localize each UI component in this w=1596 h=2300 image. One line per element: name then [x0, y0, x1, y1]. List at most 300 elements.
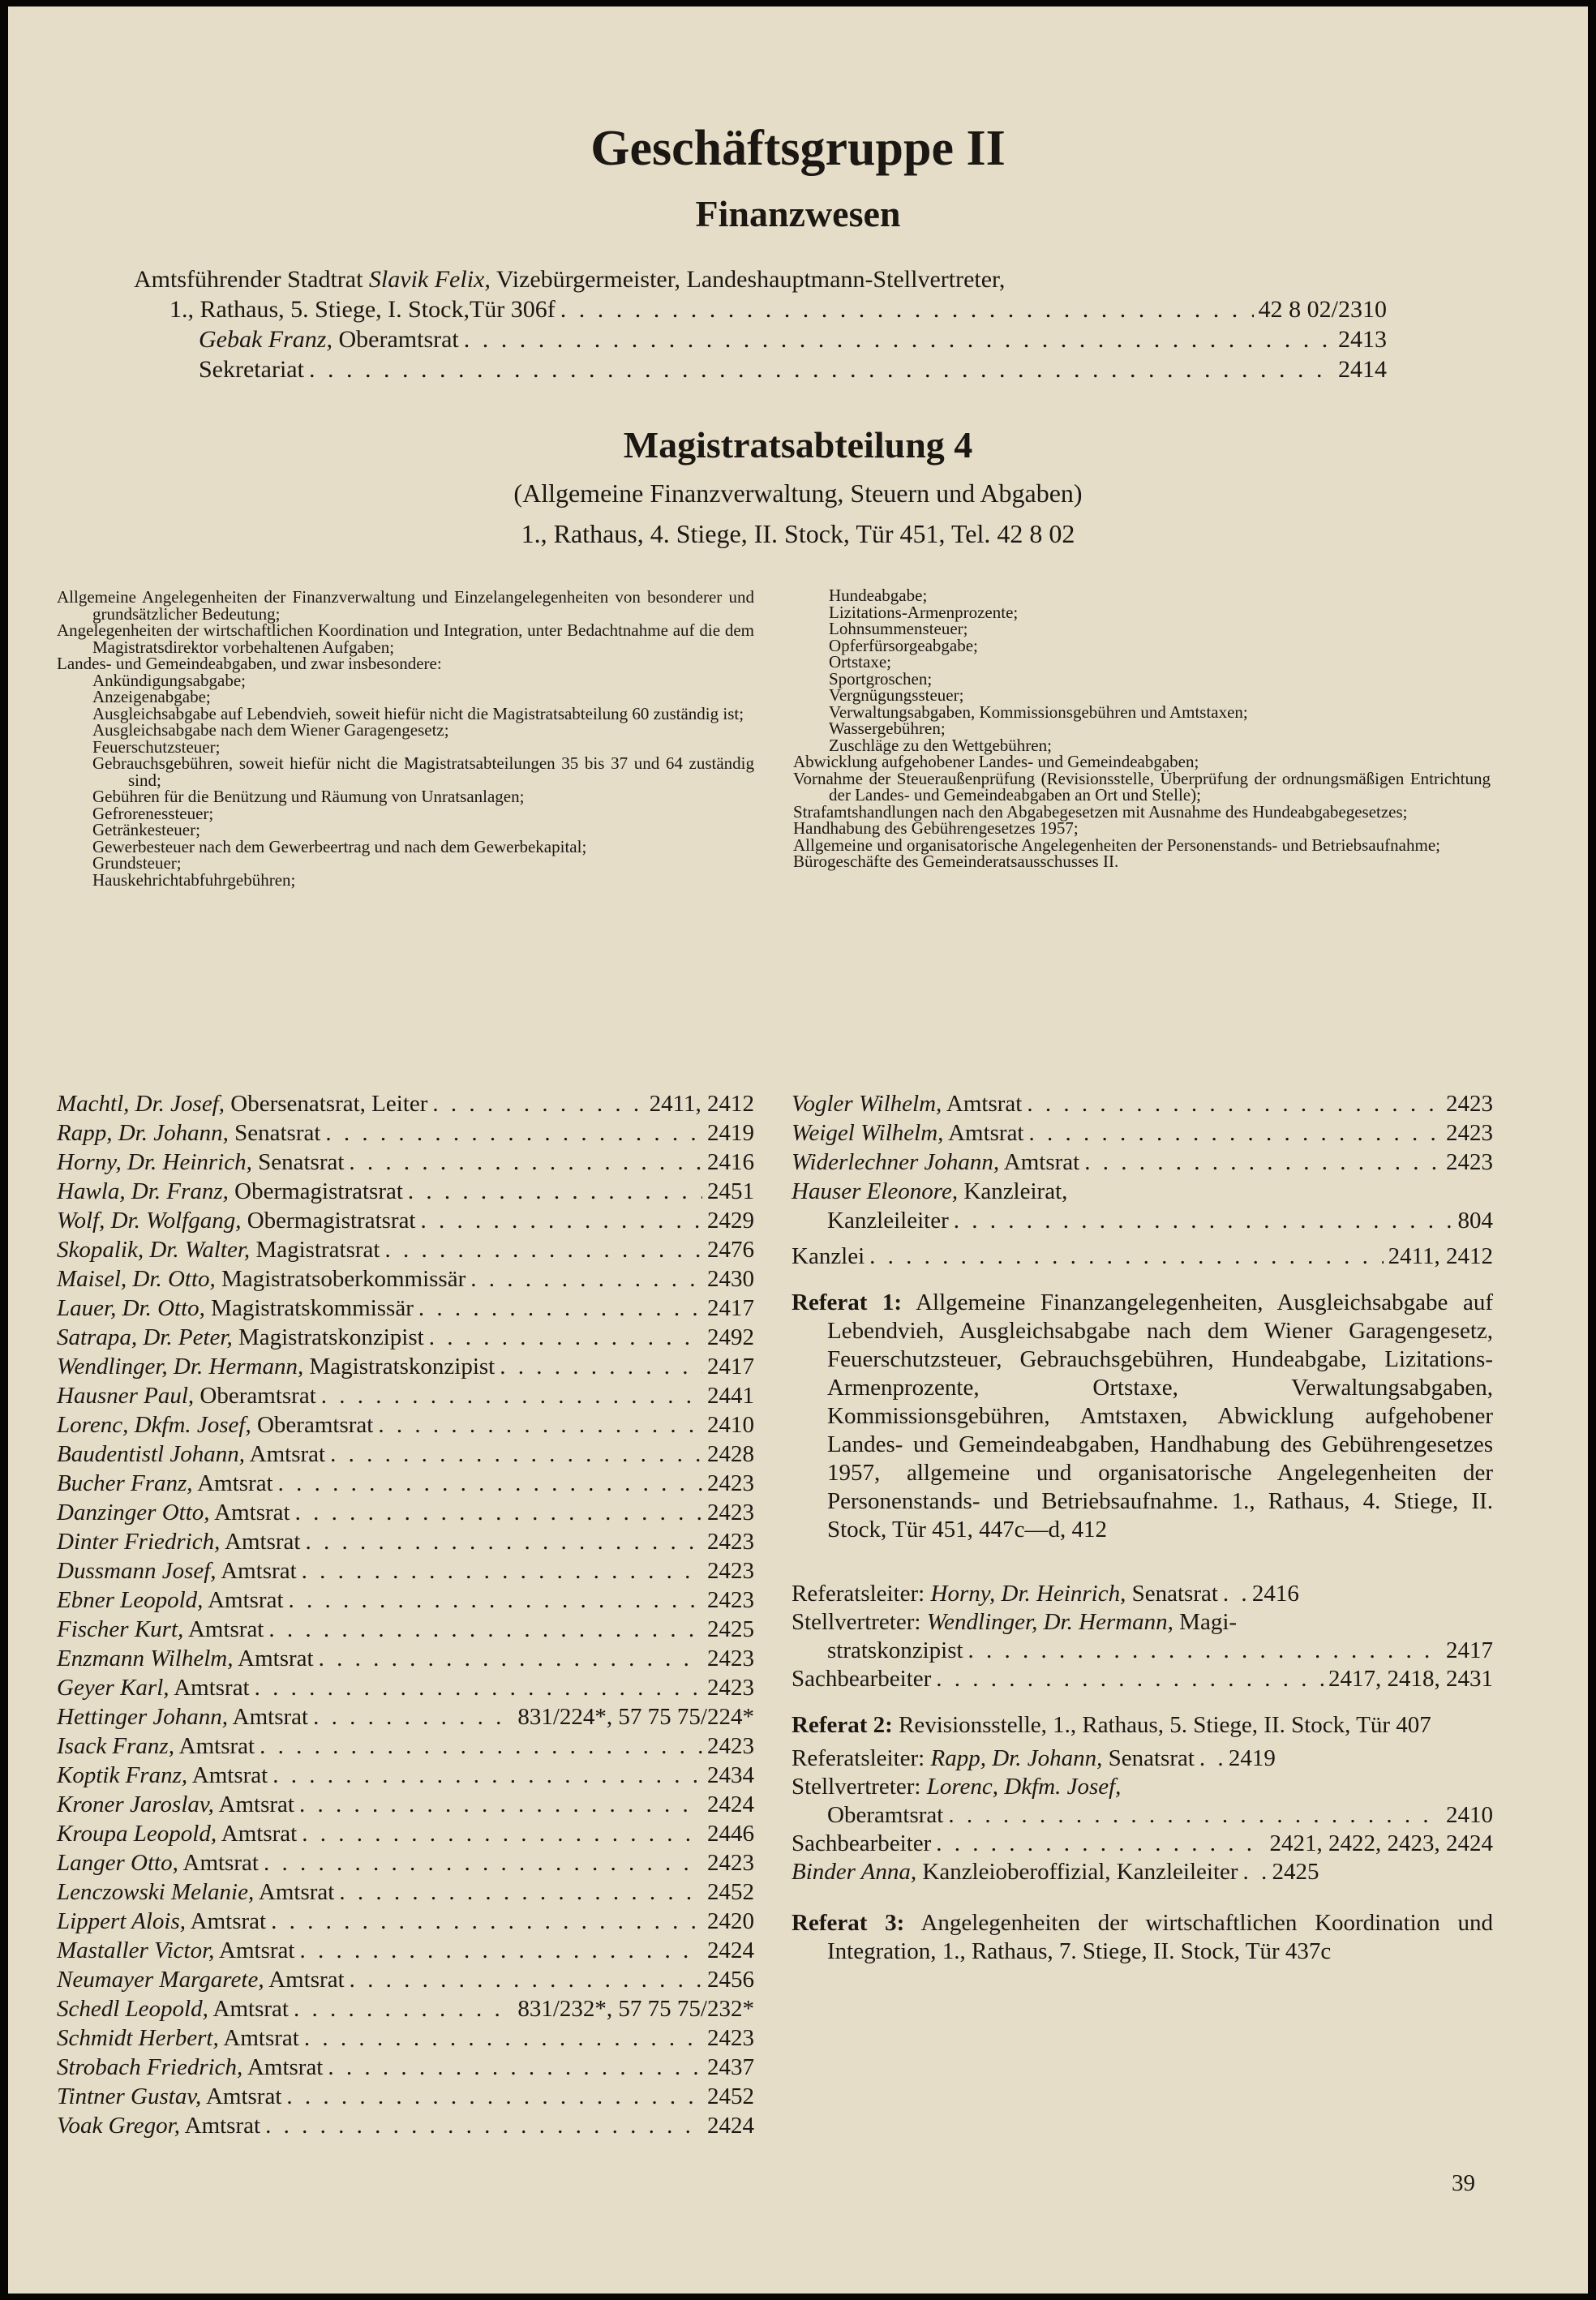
leader-dots [289, 1586, 702, 1615]
duty-item: Feuerschutzsteuer; [92, 736, 221, 757]
duty-item: Handhabung des Gebührengesetzes 1957; [793, 818, 1079, 838]
sb-label: Sachbearbeiter [792, 1666, 932, 1692]
staff-row [57, 1819, 754, 1848]
staff-name: Vogler Wilhelm, [792, 1091, 942, 1117]
staff-name: Enzmann Wilhelm, [57, 1646, 234, 1671]
staff-name: Tintner Gustav, [57, 2083, 202, 2109]
referat-3-label: Referat 3: [792, 1910, 905, 1936]
staff-phone: 2430 [707, 1266, 754, 1292]
staff-role: Amtsrat [258, 1879, 335, 1905]
leader-dots [350, 1965, 702, 1994]
staff-role: Magistratsrat [255, 1237, 380, 1263]
staff-row [57, 1994, 754, 2023]
staff-name: Satrapa, Dr. Peter, [57, 1324, 233, 1350]
staff-name: Lippert Alois, [57, 1908, 186, 1934]
staff-name: Hausner Paul, [57, 1383, 195, 1409]
staff-row [57, 1177, 754, 1206]
staff-row [57, 1644, 754, 1673]
staff-name: Kroupa Leopold, [57, 1821, 217, 1847]
leader-dots [305, 1527, 702, 1556]
staff-row [57, 1440, 754, 1469]
leader-dots [328, 2053, 702, 2082]
stv-number: 2417 [1446, 1637, 1493, 1663]
leader-dots [408, 1177, 702, 1206]
staff-name: Wolf, Dr. Wolfgang, [57, 1208, 242, 1234]
leader-dots [339, 1877, 702, 1907]
leader-dots [304, 2023, 702, 2053]
stv-label: Stellvertreter: [792, 1609, 921, 1635]
staff-role: Amtsrat [191, 1762, 268, 1788]
kanzlei-row [792, 1242, 1493, 1271]
staff-row [57, 1381, 754, 1410]
leader-dots [936, 1665, 1324, 1693]
leader-dots [264, 1848, 702, 1877]
duty-item: Bürogeschäfte des Gemeinderatsausschusses II. [793, 852, 1119, 871]
staff-phone: 2434 [707, 1762, 754, 1788]
leader-dots [265, 2111, 702, 2140]
duty-item: Vergnügungssteuer; [829, 685, 964, 705]
hauser-entry [792, 1177, 1493, 1235]
leiter-role: Senatsrat [1108, 1745, 1195, 1771]
staff-role: Amtsrat [205, 2083, 282, 2109]
binder-number: 2425 [1272, 1859, 1319, 1885]
referat-3 [792, 1909, 1493, 1966]
staff-role: Amtsrat [946, 1091, 1023, 1117]
sb-number: 2417, 2418, 2431 [1328, 1666, 1493, 1692]
staff-phone: 2425 [707, 1616, 754, 1642]
staff-row [792, 1089, 1493, 1118]
leader-dots [869, 1242, 1383, 1271]
duty-item: Gebühren für die Benützung und Räumung von Unratsanlagen; [92, 787, 525, 806]
staff-phone: 2423 [707, 1558, 754, 1584]
staff-role: Amtsrat [221, 1821, 298, 1847]
duty-item: Ausgleichsabgabe auf Lebendvieh, soweit hiefür nicht die Magistratsabteilung 60 zuständig ist; [92, 703, 744, 723]
secretariat-row [134, 354, 1387, 384]
staff-phone: 2441 [707, 1383, 754, 1409]
binder-role: Kanzleioberoffizial, Kanzleileiter [922, 1859, 1238, 1885]
duty-item: Vornahme der Steueraußenprüfung (Revisionsstelle, Überprüfung der ordnungsmäßigen Entrichtung der Landes- und Gemeindeabgaben an Ort und Stelle); [793, 768, 1491, 805]
leader-dots [272, 1761, 702, 1790]
stv-name: Wendlinger, Dr. Hermann, [926, 1609, 1173, 1635]
leiter-name: Rapp, Dr. Johann, [930, 1745, 1103, 1771]
leiter-number: 2416 [1251, 1581, 1299, 1607]
staff-phone: 2446 [707, 1821, 754, 1847]
staff-name: Skopalik, Dr. Walter, [57, 1237, 251, 1263]
staff-row [57, 1790, 754, 1819]
leader-dots [299, 1936, 702, 1965]
staff-row [57, 1615, 754, 1644]
leader-dots [268, 1615, 702, 1644]
duty-item: Angelegenheiten der wirtschaftlichen Koordination und Integration, unter Bedachtnahme auf die dem Magistratsdirektor vorbehaltenen Aufgaben; [57, 620, 754, 657]
staff-role: Amtsrat [1003, 1149, 1080, 1175]
staff-name: Hawla, Dr. Franz, [57, 1178, 229, 1204]
duty-item: Ankündigungsabgabe; [92, 670, 246, 690]
duty-item: Ausgleichsabgabe nach dem Wiener Garagengesetz; [92, 720, 449, 740]
sb-number: 2421, 2422, 2423, 2424 [1269, 1830, 1493, 1856]
leader-dots [1223, 1580, 1247, 1608]
staff-role: Amtsrat [268, 1967, 345, 1993]
leader-dots [255, 1673, 702, 1702]
leader-dots [330, 1440, 702, 1469]
leader-dots [429, 1323, 702, 1352]
staff-row [57, 1089, 754, 1118]
staff-role: Amtsrat [184, 2113, 261, 2139]
leader-dots [260, 1731, 702, 1761]
staff-row [57, 1148, 754, 1177]
staff-name: Horny, Dr. Heinrich, [57, 1149, 252, 1175]
leader-dots [349, 1148, 702, 1177]
staff-name: Machtl, Dr. Josef, [57, 1091, 225, 1117]
department-subtitle: (Allgemeine Finanzverwaltung, Steuern und Abgaben) [513, 478, 1083, 508]
staff-row [57, 1731, 754, 1761]
staff-row [57, 1586, 754, 1615]
address-text: 1., Rathaus, 5. Stiege, I. Stock,Tür 306f [169, 296, 556, 323]
leader-dots [1084, 1148, 1441, 1177]
staff-list-right [792, 1089, 1493, 1177]
leader-dots [500, 1352, 702, 1381]
staff-name: Schmidt Herbert, [57, 2025, 219, 2051]
referat-3-text: Angelegenheiten der wirtschaftlichen Koordination und Integration, 1., Rathaus, 7. Stiege, II. Stock, Tür 437c [827, 1910, 1493, 1964]
leader-dots [278, 1469, 702, 1498]
staff-phone: 2492 [707, 1324, 754, 1350]
leader-dots [968, 1637, 1441, 1665]
staff-phone: 2456 [707, 1967, 754, 1993]
staff-row [792, 1118, 1493, 1148]
leader-dots [936, 1830, 1264, 1858]
staff-name: Kroner Jaroslav, [57, 1792, 214, 1817]
leader-dots [294, 1994, 513, 2023]
leader-dots [319, 1644, 702, 1673]
staff-phone: 2423 [707, 2025, 754, 2051]
staff-row [57, 1702, 754, 1731]
staff-name: Danzinger Otto, [57, 1500, 210, 1525]
stv-role: Magi- [1179, 1609, 1238, 1635]
staff-row [57, 1294, 754, 1323]
staff-name: Dussmann Josef, [57, 1558, 217, 1584]
leader-dots [378, 1410, 702, 1440]
stv-role-line2: stratskonzipist [827, 1637, 963, 1663]
staff-phone: 2424 [707, 1792, 754, 1817]
staff-phone: 2423 [707, 1733, 754, 1759]
leader-dots [295, 1498, 702, 1527]
staff-row [57, 1907, 754, 1936]
leader-dots [325, 1118, 702, 1148]
staff-phone: 2420 [707, 1908, 754, 1934]
duty-item: Allgemeine Angelegenheiten der Finanzverwaltung und Einzelangelegenheiten von besonderer und grundsätzlicher Bedeutung; [57, 587, 754, 624]
leader-dots [1243, 1858, 1268, 1886]
staff-row [57, 1673, 754, 1702]
staff-row [57, 1235, 754, 1264]
page-title: Geschäftsgruppe II [590, 121, 1006, 176]
staff-role: Obersenatsrat, Leiter [230, 1091, 428, 1117]
staff-name: Dinter Friedrich, [57, 1529, 221, 1555]
staff-row [57, 1323, 754, 1352]
leader-dots [321, 1381, 702, 1410]
leader-dots [432, 1089, 644, 1118]
leader-dots [299, 1790, 702, 1819]
staff-row [57, 1498, 754, 1527]
leader-dots [560, 294, 1254, 324]
staff-role: Amtsrat [187, 1616, 264, 1642]
duty-item: Lizitations-Armenprozente; [829, 602, 1019, 622]
duty-item: Strafamtshandlungen nach den Abgabegesetzen mit Ausnahme des Hundeabgabegesetzes; [793, 801, 1408, 822]
deputy-name: Gebak Franz, [199, 326, 332, 353]
leader-dots [948, 1801, 1441, 1830]
duty-item: Getränkesteuer; [92, 820, 200, 839]
staff-role: Senatsrat [234, 1120, 321, 1146]
staff-role: Amtsrat [249, 1441, 326, 1467]
staff-phone: 2423 [707, 1675, 754, 1701]
staff-role: Amtsrat [238, 1646, 314, 1671]
right-column [792, 1089, 1493, 1966]
staff-role: Magistratskonzipist [238, 1324, 424, 1350]
leader-dots [1027, 1089, 1441, 1118]
referat-2-text: Revisionsstelle, 1., Rathaus, 5. Stiege, II. Stock, Tür 407 [899, 1712, 1431, 1738]
deputy-row [134, 324, 1387, 354]
leader-dots [1199, 1744, 1224, 1773]
staff-name: Geyer Karl, [57, 1675, 169, 1701]
stv-name: Lorenc, Dkfm. Josef, [926, 1774, 1122, 1800]
staff-role: Amtsrat [212, 1996, 289, 2022]
staff-name: Mastaller Victor, [57, 1937, 215, 1963]
duty-item: Hauskehrichtabfuhrgebühren; [92, 869, 296, 890]
deputy-number: 2413 [1338, 326, 1387, 353]
staff-list-left [57, 1089, 754, 2140]
duty-item: Hundeabgabe; [829, 586, 928, 605]
staff-row [57, 1469, 754, 1498]
duty-item: Zuschläge zu den Wettgebühren; [829, 735, 1052, 755]
staff-row [57, 2082, 754, 2111]
duty-item: Anzeigenabgabe; [92, 687, 211, 706]
stv-role-line2: Oberamtsrat [827, 1802, 944, 1828]
staff-role: Senatsrat [258, 1149, 345, 1175]
staff-phone: 2423 [1446, 1120, 1493, 1146]
duty-item: Allgemeine und organisatorische Angelegenheiten der Personenstands- und Betriebsaufnahme; [793, 835, 1440, 855]
duty-item: Wassergebühren; [829, 719, 946, 738]
staff-phone: 2423 [707, 1470, 754, 1496]
staff-role: Amtsrat [225, 1529, 301, 1555]
staff-name: Fischer Kurt, [57, 1616, 184, 1642]
intro-rest: Vizebürgermeister, Landeshauptmann-Stellvertreter, [496, 266, 1006, 293]
intro-name: Slavik Felix, [368, 266, 491, 293]
staff-phone: 2424 [707, 2113, 754, 2139]
leiter-label: Referatsleiter: [792, 1745, 925, 1771]
staff-name: Wendlinger, Dr. Hermann, [57, 1354, 304, 1380]
staff-phone: 2411, 2412 [649, 1091, 754, 1117]
binder-name: Binder Anna, [792, 1859, 917, 1885]
referat-1-stv [792, 1608, 1493, 1637]
referat-1-stv-line2 [792, 1637, 1493, 1665]
staff-name: Schedl Leopold, [57, 1996, 208, 2022]
leiter-number: 2419 [1228, 1745, 1276, 1771]
referat-2-leiter [792, 1744, 1493, 1773]
staff-role: Amtsrat [214, 1500, 290, 1525]
staff-row [57, 1936, 754, 1965]
staff-phone: 2423 [1446, 1149, 1493, 1175]
duty-item: Abwicklung aufgehobener Landes- und Gemeindeabgaben; [793, 752, 1199, 771]
staff-row [57, 2053, 754, 2082]
staff-role: Amtsrat [247, 2054, 324, 2080]
duty-item: Ortstaxe; [829, 652, 891, 672]
leader-dots [418, 1294, 702, 1323]
staff-role: Magistratskonzipist [309, 1354, 496, 1380]
staff-name: Neumayer Margarete, [57, 1967, 264, 1993]
secretariat-label: Sekretariat [199, 356, 304, 383]
group-header [8, 118, 1588, 238]
leiter-role: Senatsrat [1131, 1581, 1218, 1607]
staff-phone: 2429 [707, 1208, 754, 1234]
staff-name: Baudentistl Johann, [57, 1441, 245, 1467]
staff-phone: 2428 [707, 1441, 754, 1467]
staff-phone: 2423 [707, 1587, 754, 1613]
staff-name: Hettinger Johann, [57, 1704, 229, 1730]
department-address: 1., Rathaus, 4. Stiege, II. Stock, Tür 451, Tel. 42 8 02 [521, 519, 1075, 548]
staff-name: Ebner Leopold, [57, 1587, 204, 1613]
staff-phone: 2452 [707, 2083, 754, 2109]
duty-item: Opferfürsorgeabgabe; [829, 635, 978, 655]
staff-row [57, 2111, 754, 2140]
referat-1 [792, 1289, 1493, 1693]
sb-label: Sachbearbeiter [792, 1830, 932, 1856]
staff-role: Amtsrat [197, 1470, 273, 1496]
referat-2-sachbearbeiter [792, 1830, 1493, 1858]
staff-row [57, 1527, 754, 1556]
leader-dots [286, 2082, 702, 2111]
leader-dots [302, 1556, 702, 1586]
staff-phone: 2423 [1446, 1091, 1493, 1117]
leader-dots [421, 1206, 703, 1235]
staff-name: Maisel, Dr. Otto, [57, 1266, 216, 1292]
referat-2-binder [792, 1858, 1493, 1886]
staff-phone: 2423 [707, 1850, 754, 1876]
staff-phone: 2416 [707, 1149, 754, 1175]
staff-phone: 2417 [707, 1354, 754, 1380]
leader-dots [1029, 1118, 1442, 1148]
leader-dots [384, 1235, 702, 1264]
staff-name: Lorenc, Dkfm. Josef, [57, 1412, 251, 1438]
staff-phone: 831/232*, 57 75 75/232* [517, 1996, 754, 2022]
address-row [134, 294, 1387, 324]
duty-item: Verwaltungsabgaben, Kommissionsgebühren und Amtstaxen; [829, 702, 1248, 722]
staff-phone: 2410 [707, 1412, 754, 1438]
address-number: 42 8 02/2310 [1258, 296, 1387, 323]
referat-1-leiter [792, 1580, 1493, 1608]
staff-row [57, 1264, 754, 1294]
hauser-number: 804 [1457, 1208, 1493, 1234]
staff-phone: 2423 [707, 1646, 754, 1671]
duties-right-column [793, 587, 1491, 870]
staff-phone: 2423 [707, 1500, 754, 1525]
leiter-label: Referatsleiter: [792, 1581, 925, 1607]
staff-name: Weigel Wilhelm, [792, 1120, 944, 1146]
staff-phone: 2417 [707, 1295, 754, 1321]
staff-role: Magistratsoberkommissär [221, 1266, 466, 1292]
duty-item: Landes- und Gemeindeabgaben, und zwar insbesondere: [57, 654, 442, 673]
referat-1-text: Allgemeine Finanzangelegenheiten, Ausgleichsabgabe auf Lebendvieh, Ausgleichsabgabe nach dem Wiener Garagengesetz, Feuerschutzsteuer, Gebrauchsgebühren, Hundeabgabe, Lizitations-Armenprozente, Ortstaxe, Verwaltungsabgaben, Kommissionsgebühren, Amtstaxen, Abwicklung aufgehobener Landes- und Gemeindeabgaben, Handhabung des Gebührengesetzes 1957, allgemeine und organisatorische Angelegenheiten der Personenstands- und Betriebsaufnahme. 1., Rathaus, 4. Stiege, II. Stock, Tür 451, 447c—d, 412 [827, 1289, 1494, 1543]
hauser-name: Hauser Eleonore, [792, 1178, 959, 1204]
staff-phone: 831/224*, 57 75 75/224* [517, 1704, 754, 1730]
staff-name: Rapp, Dr. Johann, [57, 1120, 229, 1146]
staff-name: Langer Otto, [57, 1850, 178, 1876]
leader-dots [309, 354, 1333, 384]
staff-row [57, 1206, 754, 1235]
referat-2-label: Referat 2: [792, 1712, 893, 1738]
duty-item: Gefrorenessteuer; [92, 803, 214, 823]
kanzlei-number: 2411, 2412 [1388, 1243, 1493, 1269]
staff-phone: 2424 [707, 1937, 754, 1963]
leiter-name: Horny, Dr. Heinrich, [930, 1581, 1126, 1607]
referat-2-stv-line2 [792, 1801, 1493, 1830]
staff-role: Amtsrat [178, 1733, 255, 1759]
duty-item: Lohnsummensteuer; [829, 619, 968, 638]
staff-name: Widerlechner Johann, [792, 1149, 1000, 1175]
referat-2-stv [792, 1773, 1493, 1801]
staff-role: Amtsrat [219, 1937, 295, 1963]
staff-row [792, 1148, 1493, 1177]
leader-dots [302, 1819, 702, 1848]
staff-role: Amtsrat [218, 1792, 294, 1817]
staff-role: Amtsrat [223, 2025, 299, 2051]
department-header [8, 422, 1588, 551]
document-page [8, 6, 1588, 2294]
department-title: Magistratsabteilung 4 [623, 424, 973, 466]
staff-name: Bucher Franz, [57, 1470, 193, 1496]
staff-name: Koptik Franz, [57, 1762, 188, 1788]
staff-role: Amtsrat [190, 1908, 267, 1934]
secretariat-number: 2414 [1338, 356, 1387, 383]
staff-name: Voak Gregor, [57, 2113, 180, 2139]
staff-row [57, 1556, 754, 1586]
staff-role: Magistratskommissär [211, 1295, 414, 1321]
intro-prefix: Amtsführender Stadtrat [134, 266, 363, 293]
leader-dots [271, 1907, 702, 1936]
referat-2 [792, 1711, 1493, 1886]
stv-number: 2410 [1446, 1802, 1493, 1828]
staff-row [57, 1848, 754, 1877]
staff-phone: 2452 [707, 1879, 754, 1905]
staff-row [57, 1410, 754, 1440]
staff-phone: 2423 [707, 1529, 754, 1555]
deputy-role: Oberamtsrat [338, 326, 459, 353]
staff-role: Amtsrat [232, 1704, 309, 1730]
page-subtitle: Finanzwesen [695, 193, 901, 234]
staff-phone: 2437 [707, 2054, 754, 2080]
staff-role: Obermagistratsrat [234, 1178, 403, 1204]
duty-item: Gewerbesteuer nach dem Gewerbeertrag und nach dem Gewerbekapital; [92, 836, 587, 856]
staff-name: Strobach Friedrich, [57, 2054, 243, 2080]
staff-row [57, 1352, 754, 1381]
staff-role: Amtsrat [208, 1587, 284, 1613]
staff-row [57, 1761, 754, 1790]
leader-dots [954, 1206, 1453, 1235]
duty-item: Grundsteuer; [92, 853, 182, 873]
staff-role: Obermagistratsrat [247, 1208, 416, 1234]
staff-row [57, 2023, 754, 2053]
kanzlei-label: Kanzlei [792, 1243, 865, 1269]
intro-line [134, 264, 1387, 294]
staff-name: Lauer, Dr. Otto, [57, 1295, 205, 1321]
staff-role: Amtsrat [174, 1675, 250, 1701]
staff-phone: 2419 [707, 1120, 754, 1146]
duties-left-column [57, 589, 754, 888]
staff-role: Oberamtsrat [200, 1383, 316, 1409]
stv-label: Stellvertreter: [792, 1774, 921, 1800]
duty-item: Sportgroschen; [829, 668, 933, 689]
page-number: 39 [1452, 2170, 1475, 2196]
leader-dots [470, 1264, 702, 1294]
duty-item: Gebrauchsgebühren, soweit hiefür nicht die Magistratsabteilungen 35 bis 37 und 64 zuständig sind; [92, 753, 754, 790]
staff-row [57, 1118, 754, 1148]
